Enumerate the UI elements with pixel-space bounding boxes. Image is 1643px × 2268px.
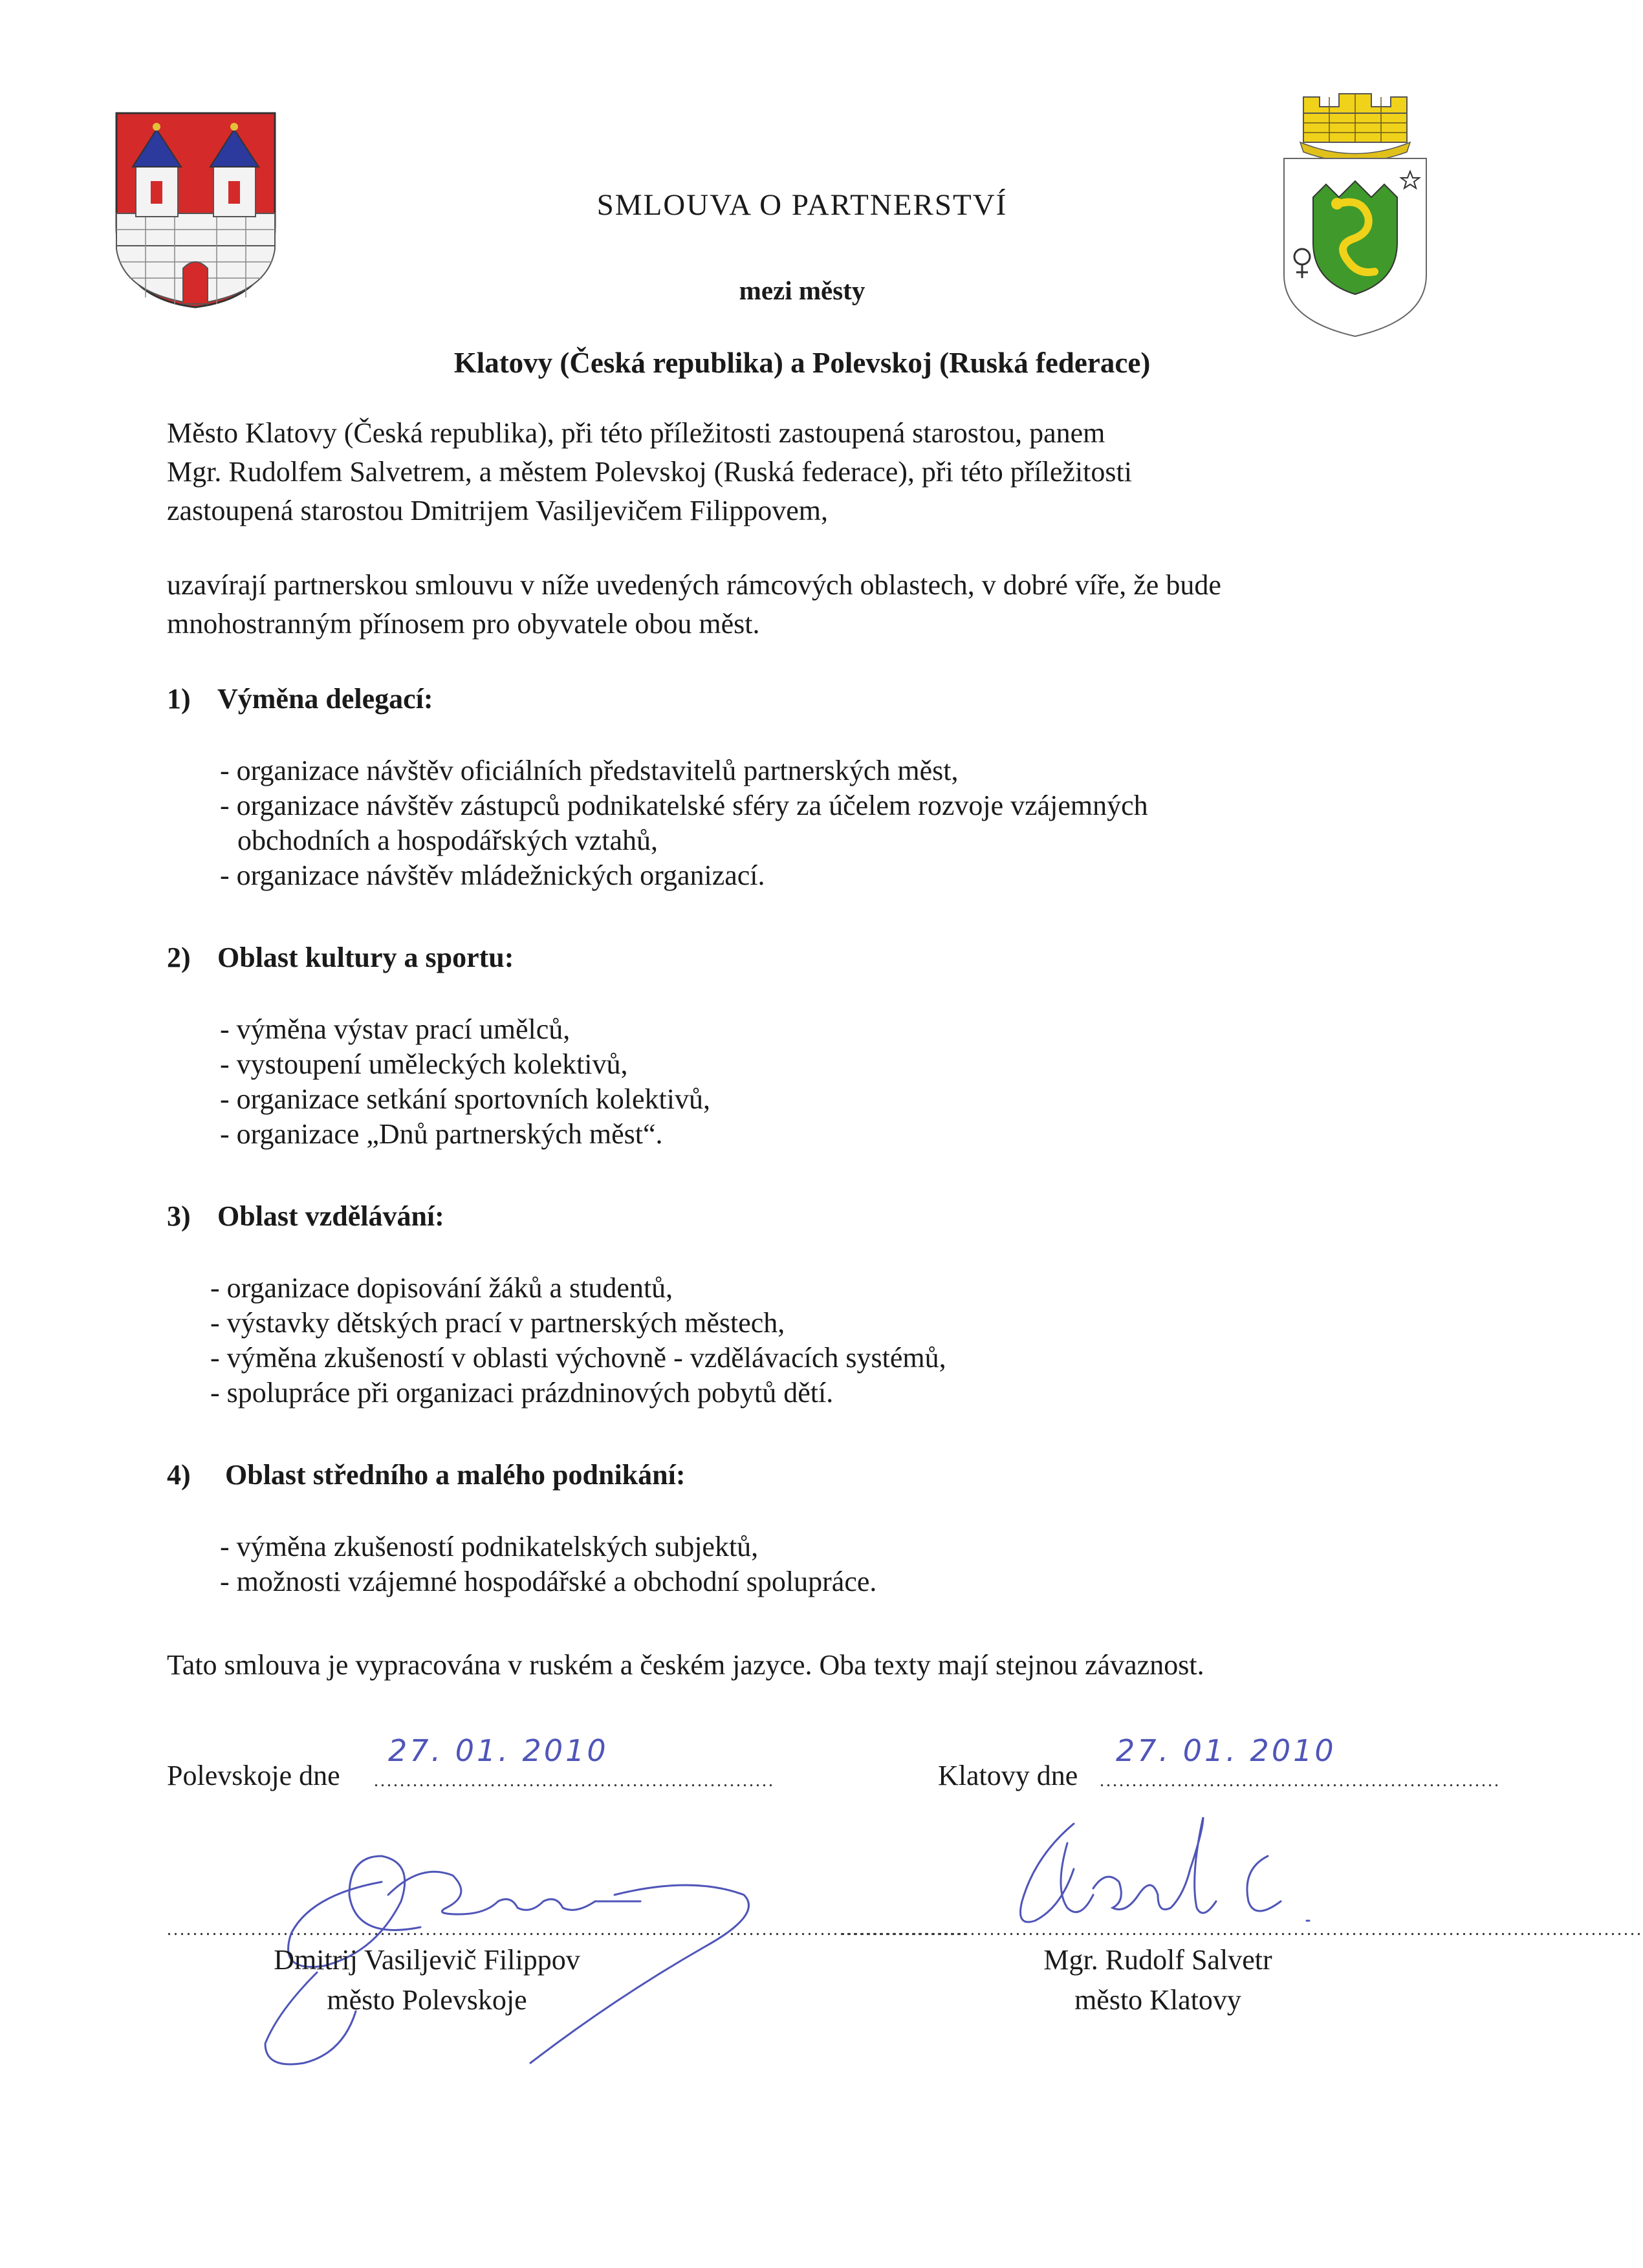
section-title: Výměna delegací: <box>217 683 433 715</box>
intro-line: Mgr. Rudolfem Salvetrem, a městem Polevskoj (Ruská federace), při této příležitosti <box>167 456 1132 488</box>
list-item: - organizace „Dnů partnerských měst“. <box>220 1118 663 1150</box>
section-number: 2) <box>167 942 191 973</box>
section-4-list <box>220 1529 876 1599</box>
list-item: - výměna výstav prací umělců, <box>220 1013 571 1045</box>
left-signatory-city: město Polevskoje <box>327 1984 527 2016</box>
list-item: - spolupráce při organizaci prázdninových pobytů dětí. <box>210 1377 834 1409</box>
list-item: obchodních a hospodářských vztahů, <box>237 825 658 856</box>
left-signature-line: ............................................................................................................................ <box>167 1919 969 1939</box>
contract-parties: Klatovy (Česká republika) a Polevskoj (Ruská federace) <box>453 347 1151 379</box>
right-date-handwritten: 27. 01. 2010 <box>1116 1733 1336 1768</box>
intro-line: Město Klatovy (Česká republika), při této příležitosti zastoupená starostou, panem <box>167 417 1105 449</box>
purpose-line: mnohostranným přínosem pro obyvatele obou měst. <box>167 608 760 640</box>
section-2-list <box>220 1012 710 1152</box>
left-place-label: Polevskoje dne <box>167 1760 340 1791</box>
section-4-heading <box>167 1458 686 1491</box>
closing-statement: Tato smlouva je vypracována v ruském a českém jazyce. Oba texty mají stejnou závaznost. <box>167 1649 1204 1681</box>
section-number: 1) <box>167 683 191 715</box>
list-item: - organizace návštěv mládežnických organizací. <box>220 859 765 891</box>
right-signatory <box>957 1940 1358 2020</box>
purpose-line: uzavírají partnerskou smlouvu v níže uvedených rámcových oblastech, v dobré víře, že bude <box>167 569 1221 601</box>
right-date-line: .............................................................. <box>1100 1771 1501 1791</box>
section-2-heading <box>167 941 514 974</box>
list-item: - organizace návštěv zástupců podnikatelské sféry za účelem rozvoje vzájemných <box>220 790 1148 821</box>
list-item: - možnosti vzájemné hospodářské a obchodní spolupráce. <box>220 1566 877 1597</box>
section-1-list <box>220 753 1148 893</box>
intro-line: zastoupená starostou Dmitrijem Vasiljevičem Filippovem, <box>167 495 829 526</box>
section-number: 3) <box>167 1200 191 1232</box>
purpose-paragraph <box>167 566 1461 643</box>
section-number: 4) <box>167 1459 191 1491</box>
section-3-list <box>210 1271 946 1410</box>
section-3-heading <box>167 1200 444 1233</box>
left-date-handwritten: 27. 01. 2010 <box>388 1733 609 1768</box>
list-item: - výměna zkušeností v oblasti výchovně - vzdělávacích systémů, <box>210 1342 946 1374</box>
left-signatory <box>226 1940 627 2020</box>
list-item: - výměna zkušeností podnikatelských subjektů, <box>220 1531 759 1562</box>
right-signatory-name: Mgr. Rudolf Salvetr <box>1043 1944 1272 1976</box>
intro-paragraph <box>167 414 1461 530</box>
list-item: - organizace dopisování žáků a studentů, <box>210 1272 673 1304</box>
list-item: - organizace setkání sportovních kolektivů, <box>220 1083 710 1115</box>
section-1-heading <box>167 682 433 715</box>
left-date-line: .............................................................. <box>374 1771 775 1791</box>
left-signatory-name: Dmitrij Vasiljevič Filippov <box>274 1944 580 1976</box>
list-item: - výstavky dětských prací v partnerských městech, <box>210 1307 785 1339</box>
section-title: Oblast vzdělávání: <box>217 1200 444 1232</box>
right-place-label: Klatovy dne <box>938 1760 1078 1791</box>
document-title: SMLOUVA O PARTNERSTVÍ <box>596 188 1008 222</box>
list-item: - organizace návštěv oficiálních představitelů partnerských měst, <box>220 755 959 786</box>
document-subtitle: mezi městy <box>739 275 865 305</box>
section-title: Oblast kultury a sportu: <box>217 942 514 973</box>
right-signatory-city: město Klatovy <box>1074 1984 1241 2016</box>
right-signature <box>996 1798 1320 1953</box>
right-signature-line: ............................................................................................................................ <box>841 1919 1643 1939</box>
section-title: Oblast středního a malého podnikání: <box>225 1459 686 1491</box>
list-item: - vystoupení uměleckých kolektivů, <box>220 1048 628 1080</box>
